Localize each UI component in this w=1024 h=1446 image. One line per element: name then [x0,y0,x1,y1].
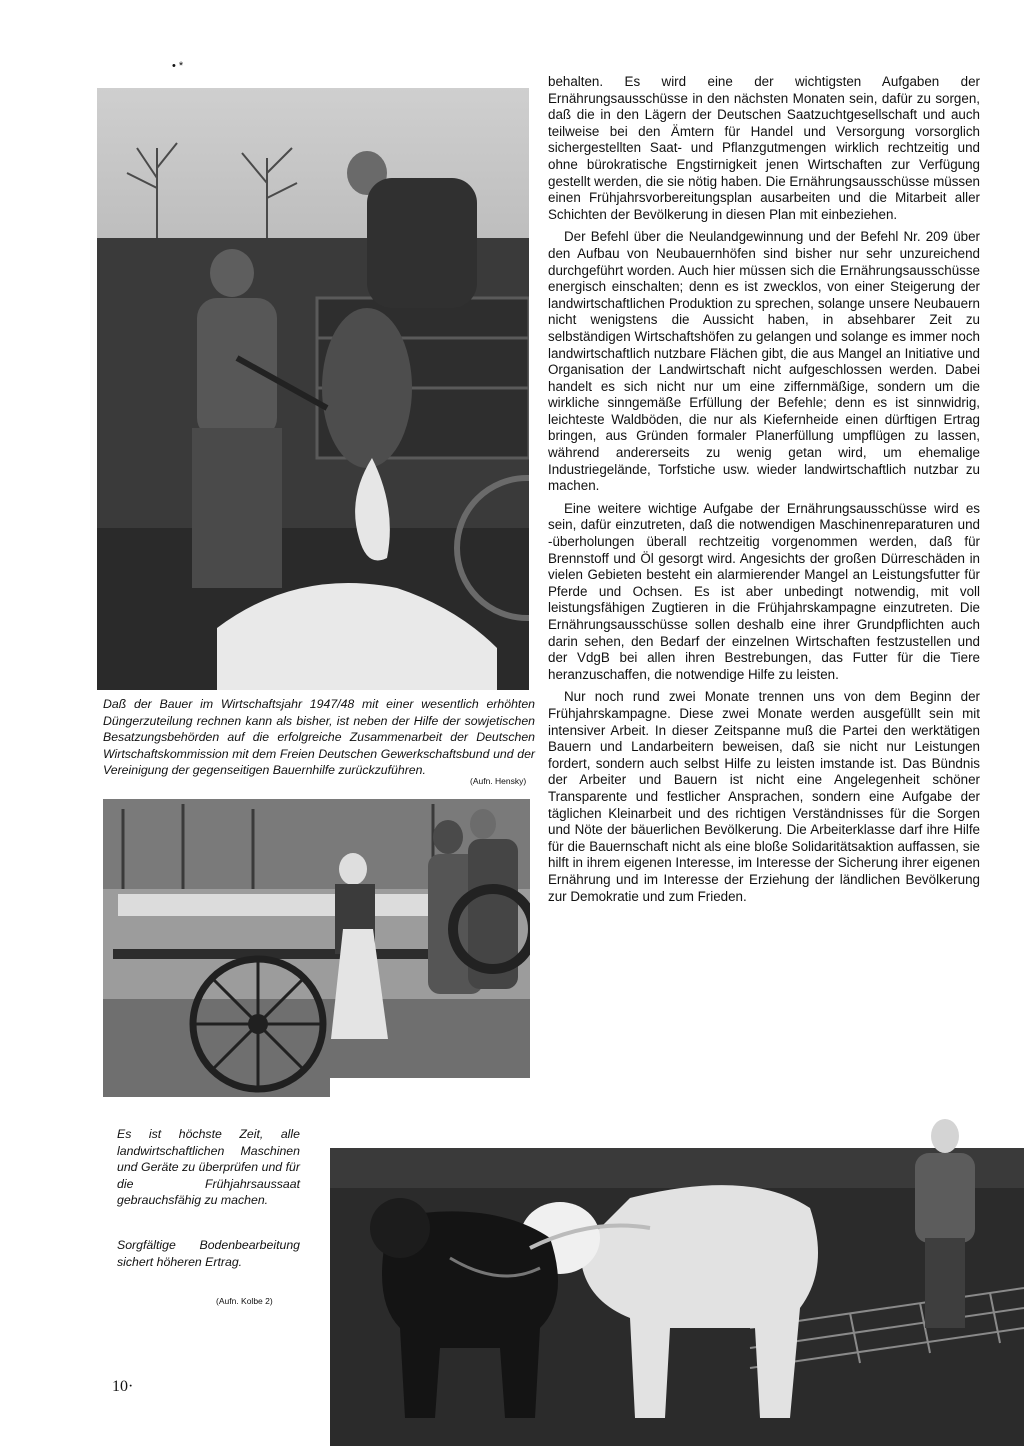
photo-1-credit: (Aufn. Hensky) [470,776,527,786]
photo-farmers-loading-fertilizer [97,88,529,690]
corner-mark: • * [172,60,184,72]
photo-3-graphic [330,1078,1024,1446]
page-number: 10· [112,1378,134,1395]
photo-2-3-credit: (Aufn. Kolbe 2) [216,1296,273,1306]
photo-oxen-harrowing [330,1078,1024,1446]
photo-1-caption [103,696,535,779]
photo-3-caption [117,1237,300,1270]
photo-3-caption-text: Sorgfältige Bodenbearbeitung sichert höheren Ertrag. [117,1238,300,1269]
photo-1-caption-text: Daß der Bauer im Wirtschaftsjahr 1947/48 mit einer wesentlich erhöhten Düngerzuteilung rechnen kann als bisher, ist neben der Hilfe der sowjetischen Besatzungsbehörden auf die erfolgreiche Zusammenarbeit der Deutschen Wirtschaftskommission mit dem Freien Deutschen Gewerkschaftsbund und der Vereinigung der gegenseitigen Bauernhilfe zurückzuführen. [103,697,535,778]
photo-machinery-inspection [103,799,530,1097]
photo-2-caption [117,1126,300,1209]
photo-2-graphic [103,799,530,1097]
article-paragraph: Nur noch rund zwei Monate trennen uns von dem Beginn der Frühjahrskampagne. Diese zwei Monate werden ausgefüllt sein mit intensiver Arbeit. In dieser Zeitspanne muß die Partei den werktätigen Bauern und Landarbeitern beweisen, daß sie nicht nur Leistungen fordert, sondern auch selbst Hilfe zu leisten imstande ist. Das Bündnis der Arbeiter und Bauern ist nicht eine Angelegenheit schöner Transparente und festlicher Ansprachen, sondern eine Aufgabe der täglichen Kleinarbeit und des richtigen Verständnisses für die Sorgen und Nöte der bäuerlichen Bevölkerung. Die Arbeiterklasse darf ihre Hilfe für die Bauernschaft nicht als eine bloße Solidaritätsaktion auffassen, sie hilft in ihrem eigenen Interesse, im Interesse der Sicherung ihrer eigenen Ernährung und im Interesse der Erziehung der ländlichen Bevölkerung zur Demokratie und zum Frieden. [548,689,980,904]
article-paragraph: Der Befehl über die Neulandgewinnung und der Befehl Nr. 209 über den Aufbau von Neubauernhöfen sind bisher nur sehr unzureichend durchgeführt worden. Auch hier müssen sich die Ernährungsausschüsse energisch einschalten; denn es ist zwecklos, von einer Steigerung der landwirtschaftlichen Produktion zu sprechen, solange unsere Neubauern nicht wenigstens die Aussicht haben, in absehbarer Zeit zu selbständigen Wirtschaftshöfen zu gelangen und solange es immer noch landwirtschaftlich nutzbare Flächen gibt, die aus Mangel an Initiative und Organisation der Landwirtschaft nicht aufgeschlossen werden. Dabei handelt es sich nicht nur um eine ziffernmäßige, sondern um die wirkliche sinngemäße Erfüllung der Befehle; denn es ist sinnwidrig, leichteste Waldböden, die nur als Kiefernheide einen dürftigen Ertrag bringen, aus Gründen formaler Planerfüllung umpflügen zu lassen, während andererseits zu wenig getan wird, um ehemalige Industriegelände, Torfstiche usw. wieder landwirtschaftlich nutzbar zu machen. [548,229,980,494]
article-paragraph: Eine weitere wichtige Aufgabe der Ernährungsausschüsse wird es sein, dafür einzutreten, daß die notwendigen Maschinenreparaturen und -überholungen überall rechtzeitig vorgenommen werden, daß für Brennstoff und Öl gesorgt wird. Angesichts der großen Dürreschäden in vielen Gebieten besteht ein alarmierender Mangel an Leistungsfutter für Pferde und Ochsen. Es ist aber unbedingt notwendig, mit voll leistungsfähigen Zugtieren in die Frühjahrskampagne einzutreten. Die Ernährungsausschüsse sollen deshalb eine ihrer Grundpflichten auch darin sehen, den Bedarf der einzelnen Wirtschaften festzustellen und der VdgB bei allen ihren Bestrebungen, das Futter für die Tiere heranzuschaffen, die notwendige Hilfe zu leisten. [548,500,980,682]
photo-1-graphic [97,88,529,690]
photo-2-caption-text: Es ist höchste Zeit, alle landwirtschaftlichen Maschinen und Geräte zu überprüfen und für die Frühjahrsaussaat gebrauchsfähig zu machen. [117,1127,300,1208]
article-paragraph: behalten. Es wird eine der wichtigsten Aufgaben der Ernährungsausschüsse in den nächsten Monaten sein, dafür zu sorgen, daß die in den Lägern der Deutschen Saatzuchtgesellschaft und auch teilweise bei den Ämtern für Handel und Versorgung vorsorglich sichergestellten Saat- und Pflanzgutmengen wirklich rechtzeitig und ohne bürokratische Engstirnigkeit jenen Wirtschaften zur Verfügung gestellt werden, die sie nötig haben. Die Ernährungsausschüsse müssen einen Frühjahrsvorbereitungsplan ausarbeiten und die Mitarbeit aller Schichten der Bevölkerung in diesen Plan mit einbeziehen. [548,74,980,222]
article-column [548,74,980,911]
